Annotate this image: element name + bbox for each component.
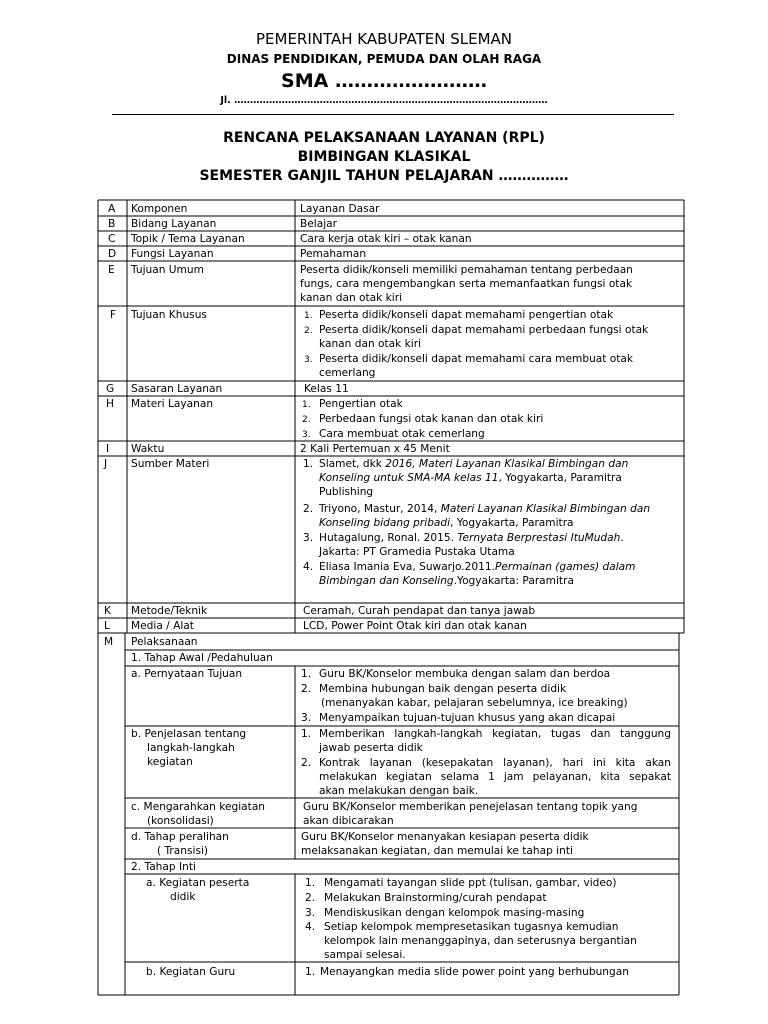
step-label: c. Mengarahkan kegiatan [131, 801, 266, 813]
citation-title: Materi Layanan Klasikal Bimbingan dan [440, 503, 651, 515]
list-item: akan melakukan dengan baik. [319, 785, 479, 797]
list-number: 2. [304, 326, 313, 336]
list-item: sampai selesai. [324, 949, 406, 961]
list-number: 2. [302, 415, 311, 425]
list-number: 2. [301, 757, 312, 769]
list-item: (menanyakan kabar, pelajaran sebelumnya, ice breaking) [321, 697, 628, 709]
row-label: Tujuan Khusus [131, 309, 207, 321]
step-label: b. Penjelasan tentang [131, 728, 247, 740]
row-label: Komponen [131, 203, 188, 215]
list-item: Melakukan Brainstorming/curah pendapat [324, 892, 547, 904]
list-item: Membina hubungan baik dengan peserta didik [319, 683, 567, 695]
citation-text: . [620, 532, 624, 544]
row-value: Layanan Dasar [300, 203, 380, 215]
step-label: a. Pernyataan Tujuan [131, 668, 243, 680]
row-letter: J [104, 458, 108, 470]
list-item: Cara membuat otak cemerlang [319, 428, 485, 440]
row-letter: E [108, 264, 115, 276]
list-item: Pengertian otak [319, 398, 403, 410]
list-number: 3. [301, 712, 312, 724]
document-subtitle: BIMBINGAN KLASIKAL [297, 149, 471, 165]
step-text: Guru BK/Konselor memberikan penejelasan tentang topik yang [303, 801, 638, 813]
row-letter: H [106, 398, 114, 410]
citation-text: , Yogyakarta, Paramitra [498, 472, 622, 484]
list-item [319, 516, 574, 531]
step-label: a. Kegiatan peserta [146, 877, 250, 889]
row-label: Waktu [131, 443, 165, 455]
list-number: 4. [303, 561, 314, 573]
step-text: melaksanakan kegiatan, dan memulai ke tahap inti [301, 845, 573, 857]
list-item: jawab peserta didik [319, 742, 423, 754]
list-item [319, 502, 650, 517]
step-text: akan dibicarakan [303, 815, 394, 827]
row-letter: M [104, 636, 114, 648]
row-text-line: Peserta didik/konseli memiliki pemahaman tentang perbedaan [300, 264, 633, 276]
step-label: kegiatan [147, 756, 193, 768]
stage-heading: 2. Tahap Inti [131, 861, 196, 873]
step-label: didik [170, 891, 196, 903]
list-item: Kontrak layanan (kesepakatan layanan), hari ini kita akan [319, 757, 671, 769]
row-value: Ceramah, Curah pendapat dan tanya jawab [303, 605, 536, 617]
list-number: 1. [303, 458, 314, 470]
list-item: cemerlang [319, 367, 376, 379]
list-number: 2. [301, 683, 312, 695]
list-number: 1. [301, 668, 312, 680]
header-department: DINAS PENDIDIKAN, PEMUDA DAN OLAH RAGA [226, 52, 542, 66]
step-label: d. Tahap peralihan [131, 831, 229, 843]
row-value: Kelas 11 [304, 383, 349, 395]
row-label: Fungsi Layanan [131, 248, 214, 260]
citation-title: Permainan (games) dalam [494, 561, 636, 573]
list-item: Guru BK/Konselor membuka dengan salam dan berdoa [319, 668, 611, 680]
row-label: Tujuan Umum [131, 264, 204, 276]
list-number: 1. [305, 966, 316, 978]
citation-text: Eliasa Imania Eva, Suwarjo.2011. [319, 561, 495, 573]
row-letter: F [110, 309, 117, 321]
row-label: Sasaran Layanan [131, 383, 223, 395]
list-number: 4. [305, 921, 316, 933]
list-number: 3. [303, 532, 314, 544]
header-address: Jl. ……………………………………………………………………………………… [220, 95, 548, 106]
list-item: Peserta didik/konseli dapat memahami cara membuat otak [319, 353, 634, 365]
list-number: 1. [301, 728, 312, 740]
citation-text: , Yogyakarta, Paramitra [450, 517, 574, 529]
list-item [319, 545, 515, 560]
row-value: Pemahaman [300, 248, 367, 260]
list-item [319, 574, 574, 589]
list-item [319, 485, 373, 500]
row-letter: A [108, 203, 116, 215]
list-item: Peserta didik/konseli dapat memahami pengertian otak [319, 309, 614, 321]
list-item: kelompok lain menanggapinya, dan seterusnya bergantian [324, 935, 637, 947]
row-text-line: kanan dan otak kiri [300, 292, 403, 304]
list-number: 3. [302, 430, 311, 440]
list-item: melakukan kegiatan selama 1 jam pelayanan, kita sepakat [319, 771, 671, 783]
step-label: ( Transisi) [157, 845, 209, 857]
list-number: 1. [304, 311, 313, 321]
citation-title: Ternyata Berprestasi ItuMudah [457, 532, 621, 544]
list-item: Memberikan langkah-langkah kegiatan, tugas dan tanggung [319, 728, 671, 740]
list-item: kanan dan otak kiri [319, 338, 422, 350]
citation-title: Bimbingan dan Konseling [319, 575, 454, 587]
row-label: Bidang Layanan [131, 218, 217, 230]
row-value: LCD, Power Point Otak kiri dan otak kanan [303, 620, 527, 632]
list-item [319, 531, 624, 546]
row-letter: L [104, 620, 110, 632]
citation-text: Hutagalung, Ronal. 2015. [319, 532, 458, 544]
citation-text: Jakarta: PT Gramedia Pustaka Utama [319, 546, 515, 558]
row-label: Pelaksanaan [131, 636, 198, 648]
list-number: 1. [302, 400, 311, 410]
list-item: Setiap kelompok mempresetasikan tugasnya kemudian [324, 921, 619, 933]
header-government: PEMERINTAH KABUPATEN SLEMAN [255, 30, 512, 48]
row-value: Belajar [300, 218, 338, 230]
list-item: Perbedaan fungsi otak kanan dan otak kiri [319, 413, 544, 425]
row-letter: D [108, 248, 117, 260]
list-item: Menayangkan media slide power point yang berhubungan [320, 966, 629, 978]
list-item: Peserta didik/konseli dapat memahami perbedaan fungsi otak [319, 324, 649, 336]
document-title: RENCANA PELAKSANAAN LAYANAN (RPL) [223, 130, 545, 146]
list-item: Mendiskusikan dengan kelompok masing-masing [324, 907, 585, 919]
row-value: 2 Kali Pertemuan x 45 Menit [300, 443, 450, 455]
list-number: 1. [305, 877, 316, 889]
row-label: Topik / Tema Layanan [131, 233, 245, 245]
list-number: 2. [305, 892, 316, 904]
list-item [319, 471, 622, 486]
row-label: Materi Layanan [131, 398, 214, 410]
row-value: Cara kerja otak kiri – otak kanan [300, 233, 472, 245]
row-letter: I [106, 443, 110, 455]
row-label: Sumber Materi [131, 458, 210, 470]
step-label: (konsolidasi) [147, 815, 214, 827]
row-letter: K [104, 605, 111, 617]
step-text: Guru BK/Konselor menanyakan kesiapan peserta didik [301, 831, 589, 843]
row-letter: G [106, 383, 115, 395]
citation-title: Konseling untuk SMA-MA kelas 11 [319, 472, 499, 484]
list-number: 3. [305, 907, 316, 919]
header-school: SMA …………………… [281, 70, 487, 92]
row-letter: B [108, 218, 116, 230]
citation-title: Konseling bidang pribadi [319, 517, 451, 529]
citation-text: Slamet, dkk [319, 458, 386, 470]
list-number: 3. [304, 355, 313, 365]
document-semester: SEMESTER GANJIL TAHUN PELAJARAN …………… [199, 168, 569, 184]
row-label: Metode/Teknik [131, 605, 208, 617]
list-item: Mengamati tayangan slide ppt (tulisan, gambar, video) [324, 877, 617, 889]
step-label: b. Kegiatan Guru [146, 966, 236, 978]
step-label: langkah-langkah [147, 742, 235, 754]
citation-text: Publishing [319, 486, 374, 498]
row-text-line: fungs, cara mengembangkan serta memanfaatkan fungsi otak [300, 278, 633, 290]
stage-heading: 1. Tahap Awal /Pedahuluan [131, 652, 273, 664]
row-letter: C [108, 233, 116, 245]
list-number: 2. [303, 503, 314, 515]
row-label: Media / Alat [131, 620, 194, 632]
citation-text: Triyono, Mastur, 2014, [319, 503, 441, 515]
list-item: Menyampaikan tujuan-tujuan khusus yang akan dicapai [319, 712, 616, 724]
list-item [319, 457, 628, 472]
citation-title: 2016, Materi Layanan Klasikal Bimbingan dan [385, 458, 629, 470]
list-item [319, 560, 635, 575]
citation-text: .Yogyakarta: Paramitra [453, 575, 574, 587]
